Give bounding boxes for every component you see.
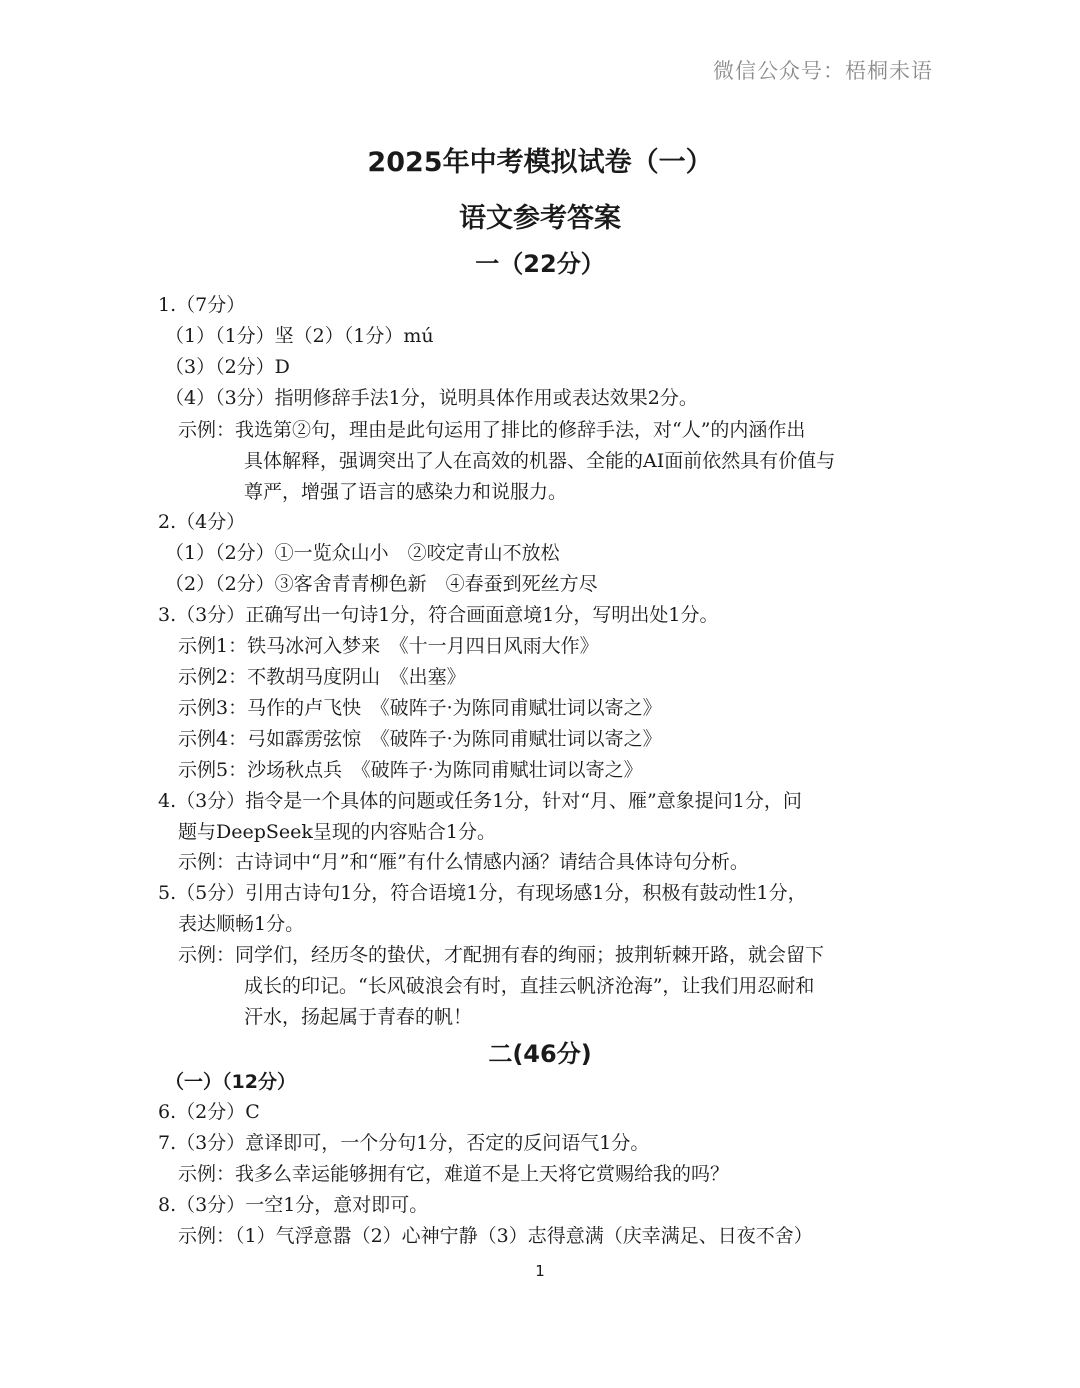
answer-line: （2）（2分）③客舍青青柳色新 ④春蚕到死丝方尽 (165, 573, 598, 595)
answer-line: 示例5：沙场秋点兵 《破阵子·为陈同甫赋壮词以寄之》 (178, 759, 643, 781)
answer-line: 表达顺畅1分。 (178, 913, 305, 935)
answer-line: 示例：我多么幸运能够拥有它，难道不是上天将它赏赐给我的吗？ (178, 1163, 730, 1185)
answer-line: 示例：古诗词中“月”和“雁”有什么情感内涵？请结合具体诗句分析。 (178, 851, 749, 873)
answer-line: （1）（2分）①一览众山小 ②咬定青山不放松 (165, 542, 560, 564)
answer-line: 示例4：弓如霹雳弦惊 《破阵子·为陈同甫赋壮词以寄之》 (178, 728, 662, 750)
answer-line: 尊严，增强了语言的感染力和说服力。 (244, 481, 568, 503)
answer-line: 示例：同学们，经历冬的蛰伏，才配拥有春的绚丽；披荆斩棘开路，就会留下 (178, 944, 825, 966)
answer-line: 成长的印记。“长风破浪会有时，直挂云帆济沧海”，让我们用忍耐和 (244, 975, 815, 997)
answer-line: 7.（3分）意译即可，一个分句1分，否定的反问语气1分。 (158, 1132, 650, 1154)
answer-line: 2.（4分） (158, 511, 246, 533)
page-subtitle: 语文参考答案 (459, 203, 621, 234)
answer-line: 具体解释，强调突出了人在高效的机器、全能的AI面前依然具有价值与 (244, 450, 836, 472)
answer-line: 5.（5分）引用古诗句1分，符合语境1分，有现场感1分，积极有鼓动性1分， (158, 882, 807, 904)
answer-line: 示例1：铁马冰河入梦来 《十一月四日风雨大作》 (178, 635, 599, 657)
answer-line: （1）（1分）坚（2）（1分）mú (165, 325, 434, 347)
page-title: 2025年中考模拟试卷（一） (367, 147, 713, 178)
answer-line: 8.（3分）一空1分，意对即可。 (158, 1194, 429, 1216)
answer-line: 6.（2分）C (158, 1101, 260, 1123)
answer-line: 示例：我选第②句，理由是此句运用了排比的修辞手法，对“人”的内涵作出 (178, 419, 806, 441)
answer-line: 题与DeepSeek呈现的内容贴合1分。 (178, 821, 496, 843)
section-heading-1: 一（22分） (475, 250, 605, 278)
subsection-heading: （一）（12分） (165, 1071, 296, 1093)
section-heading-2: 二(46分) (488, 1040, 592, 1068)
answer-line: 3.（3分）正确写出一句诗1分，符合画面意境1分，写明出处1分。 (158, 604, 719, 626)
page-number: 1 (535, 1262, 545, 1280)
answer-line: （4）（3分）指明修辞手法1分，说明具体作用或表达效果2分。 (165, 387, 698, 409)
answer-line: 汗水，扬起属于青春的帆！ (244, 1006, 473, 1028)
answer-line: （3）（2分）D (165, 356, 290, 378)
answer-line: 1.（7分） (158, 294, 246, 316)
answer-line: 4.（3分）指令是一个具体的问题或任务1分，针对“月、雁”意象提问1分，问 (158, 790, 802, 812)
answer-line: 示例：（1）气浮意嚣（2）心神宁静（3）志得意满（庆幸满足、日夜不舍） (178, 1225, 813, 1247)
answer-line: 示例3：马作的卢飞快 《破阵子·为陈同甫赋壮词以寄之》 (178, 697, 662, 719)
watermark: 微信公众号：梧桐未语 (713, 59, 933, 83)
answer-line: 示例2：不教胡马度阴山 《出塞》 (178, 666, 466, 688)
